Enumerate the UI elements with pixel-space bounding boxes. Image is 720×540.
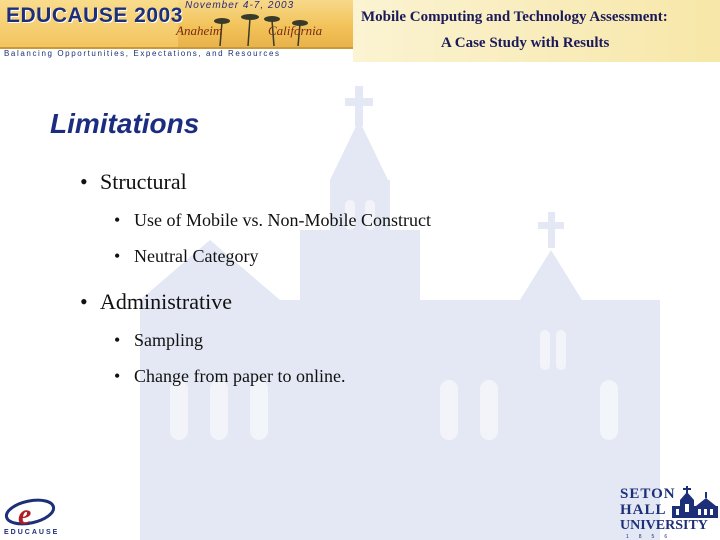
sub-list-item-label: Neutral Category [134,246,259,266]
bullet-marker: • [114,210,121,230]
seton-hall-line-3: UNIVERSITY [620,518,708,533]
seton-hall-building-icon [672,484,718,518]
educause-logo-word: EDUCAUSE [4,529,60,536]
bullet-marker: • [80,289,88,314]
conference-dates: November 4-7, 2003 [185,0,295,11]
list-item-label: Administrative [100,289,232,314]
bullet-marker: • [114,246,121,266]
sub-list-item [114,208,431,232]
city-right-label: California [268,23,323,38]
sub-list-item [114,328,431,352]
seton-hall-line-1: SETON [620,486,676,502]
bullet-marker: • [114,330,121,350]
conference-header [0,0,720,62]
presentation-subtitle: A Case Study with Results [441,35,610,51]
sub-list-item [114,244,431,268]
presentation-title-box [353,0,720,62]
sub-list-item-label: Sampling [134,330,204,350]
educause-logo-letter: e [18,498,32,531]
list-item [80,168,431,196]
list-item-label: Structural [100,169,187,194]
sub-list-item-label: Change from paper to online. [134,366,346,386]
seton-hall-line-2: HALL [620,502,667,518]
sub-list-item-label: Use of Mobile vs. Non-Mobile Construct [134,210,431,230]
slide-title: Limitations [50,108,200,139]
city-left-label: Anaheim [176,23,223,38]
bullet-marker: • [114,366,121,386]
list-item [80,288,431,316]
bullet-marker: • [80,169,88,194]
bullet-list [80,168,431,388]
conference-tagline: Balancing Opportunities, Expectations, and Resources [4,49,281,58]
presentation-title: Mobile Computing and Technology Assessment: [361,9,668,25]
sub-list-item [114,364,431,388]
seton-hall-logo [620,484,720,540]
seton-hall-year: 1856 [626,534,678,540]
conference-brand: EDUCAUSE 2003 [6,4,183,27]
